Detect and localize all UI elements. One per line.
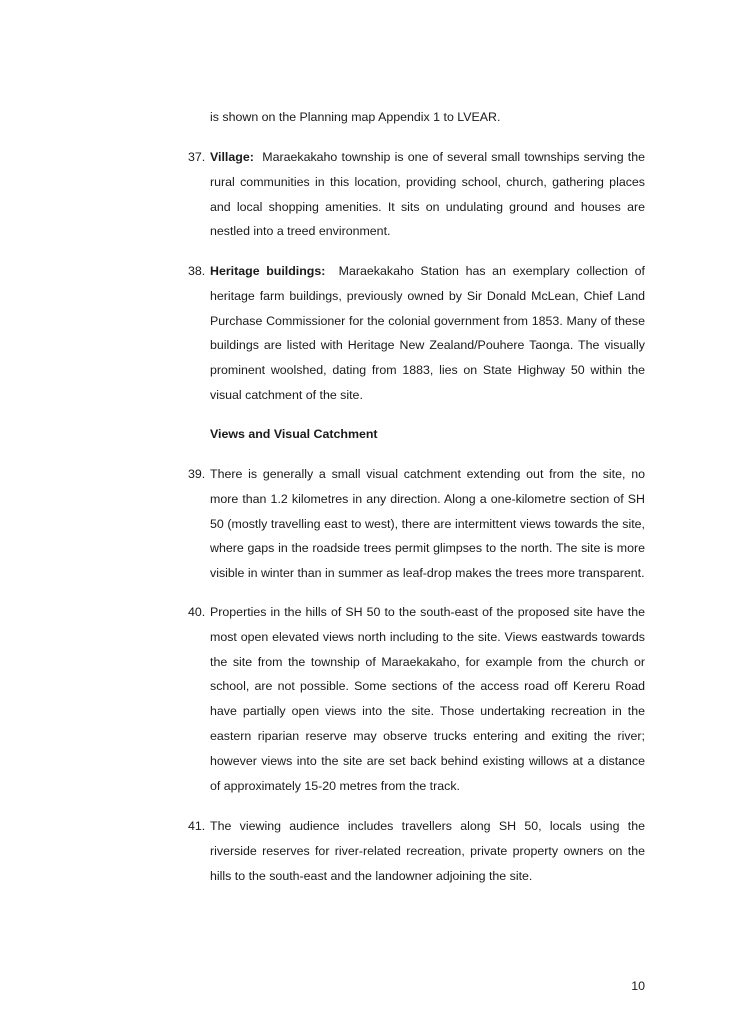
paragraph-number: 41.: [188, 819, 206, 833]
paragraph-text: Maraekakaho township is one of several small townships serving the rural communities in this location, providing school, church, gathering places and local shopping amenities. It sits on undulating ground and houses are nestled into a treed environment.: [210, 150, 646, 239]
section-heading: Views and Visual Catchment: [210, 427, 378, 441]
paragraph-body: [210, 259, 645, 408]
paragraph-body: [210, 145, 645, 244]
paragraph-body: The viewing audience includes travellers along SH 50, locals using the riverside reserves for river-related recreation, private property owners on the hills to the south-east and the landowner adjoining the site.: [210, 819, 645, 883]
paragraph-label: Village:: [210, 150, 254, 164]
paragraph-label: Heritage buildings:: [210, 264, 326, 278]
page-number: 10: [631, 979, 645, 993]
paragraph-number: 37.: [188, 150, 206, 164]
paragraph-body: There is generally a small visual catchment extending out from the site, no more than 1.2 kilometres in any direction. Along a one-kilometre section of SH 50 (mostly travelling east to west), there are intermittent views towards the site, where gaps in the roadside trees permit glimpses to the north. The site is more visible in winter than in summer as leaf-drop makes the trees more transparent.: [210, 467, 645, 581]
paragraph-text: Maraekakaho Station has an exemplary collection of heritage farm buildings, previously owned by Sir Donald McLean, Chief Land Purchase Commissioner for the colonial government from 1853. Many of these buildings are listed with Heritage New Zealand/Pouhere Taonga. The visually prominent woolshed, dating from 1883, lies on State Highway 50 within the visual catchment of the site.: [210, 264, 645, 402]
paragraph-number: 38.: [188, 264, 206, 278]
paragraph-number: 39.: [188, 467, 206, 481]
paragraph-number: 40.: [188, 605, 206, 619]
paragraph-body: Properties in the hills of SH 50 to the south-east of the proposed site have the most open elevated views north including to the site. Views eastwards towards the site from the township of Maraekakaho, for example from the church or school, are not possible. Some sections of the access road off Kereru Road have partially open views into the site. Those undertaking recreation in the eastern riparian reserve may observe trucks entering and exiting the river; however views into the site are set back behind existing willows at a distance of approximately 15-20 metres from the track.: [210, 605, 645, 793]
continuation-text: is shown on the Planning map Appendix 1 to LVEAR.: [210, 110, 501, 124]
